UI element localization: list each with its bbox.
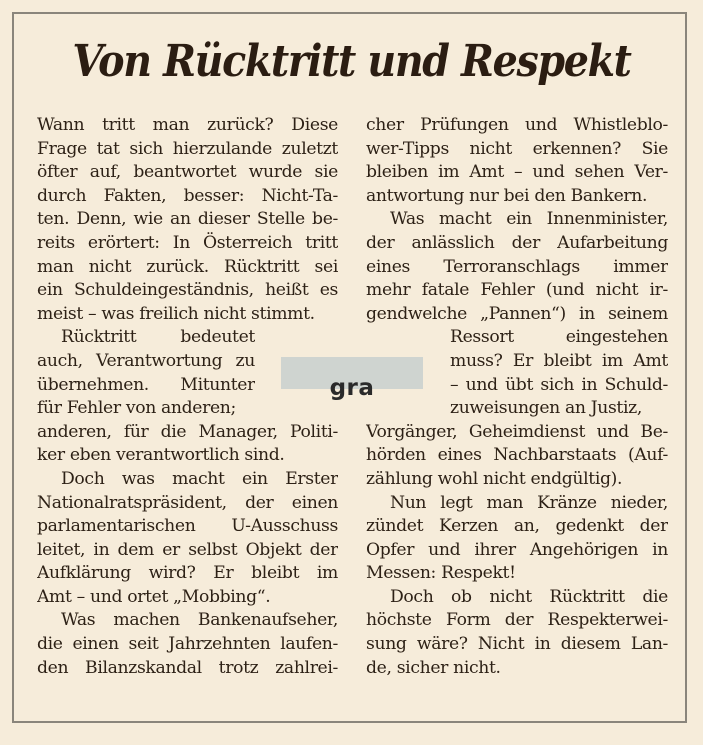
text-line: mehr fatale Fehler (und nicht ir- xyxy=(366,280,668,301)
author-initials: gra xyxy=(329,375,375,401)
text-line: cher Prüfungen und Whistleblo- xyxy=(366,115,668,135)
text-line: anderen, für die Manager, Politi- xyxy=(37,421,338,442)
text-line: Frage tat sich hierzulande zuletzt xyxy=(37,138,338,159)
text-line: auch, Verantwortung zu xyxy=(37,350,255,371)
text-line: man nicht zurück. Rücktritt sei xyxy=(37,256,338,277)
text-line: meist – was freilich nicht stimmt. xyxy=(37,303,315,324)
text-line: Amt – und ortet „Mobbing“. xyxy=(37,586,271,607)
text-line: zuweisungen an Justiz, xyxy=(450,398,642,419)
text-line: übernehmen. Mitunter xyxy=(37,374,255,395)
text-line: Nationalratspräsident, der einen xyxy=(37,492,338,513)
text-line: ein Schuldeingeständnis, heißt es xyxy=(37,280,338,301)
text-line: zählung wohl nicht endgültig). xyxy=(366,468,623,489)
text-line: sung wäre? Nicht in diesem Lan- xyxy=(366,634,668,655)
text-line: Messen: Respekt! xyxy=(366,563,516,584)
text-line: Wann tritt man zurück? Diese xyxy=(37,115,338,135)
text-line: wer-Tipps nicht erkennen? Sie xyxy=(366,138,668,159)
text-line: gendwelche „Pannen“) in seinem xyxy=(366,303,668,324)
text-line: ten. Denn, wie an dieser Stelle be- xyxy=(37,209,338,230)
text-line: zündet Kerzen an, gedenkt der xyxy=(366,516,668,537)
text-line: de, sicher nicht. xyxy=(366,657,501,678)
text-line: der anlässlich der Aufarbeitung xyxy=(366,232,668,253)
text-line: parlamentarischen U-Ausschuss xyxy=(37,516,338,537)
text-line: antwortung nur bei den Bankern. xyxy=(366,185,648,206)
text-line: die einen seit Jahrzehnten laufen- xyxy=(37,634,338,655)
text-line: Was macht ein Innenminister, xyxy=(390,209,668,230)
text-line: Was machen Bankenaufseher, xyxy=(61,610,338,631)
text-line: reits erörtert: In Österreich tritt xyxy=(37,232,338,253)
text-line: durch Fakten, besser: Nicht-Ta- xyxy=(37,185,338,206)
article-title: Von Rücktritt und Respekt xyxy=(72,36,631,87)
text-line: muss? Er bleibt im Amt xyxy=(450,350,668,371)
text-line: bleiben im Amt – und sehen Ver- xyxy=(366,162,668,183)
text-line: Rücktritt bedeutet xyxy=(61,327,255,348)
text-line: Doch ob nicht Rücktritt die xyxy=(390,586,668,607)
text-line: den Bilanzskandal trotz zahlrei- xyxy=(37,657,338,678)
text-line: Opfer und ihrer Angehörigen in xyxy=(366,539,668,560)
text-line: Nun legt man Kränze nieder, xyxy=(390,492,668,513)
text-line: – und übt sich in Schuld- xyxy=(450,374,668,395)
text-line: hörden eines Nachbarstaats (Auf- xyxy=(366,445,668,466)
text-line: leitet, in dem er selbst Objekt der xyxy=(37,539,338,560)
text-line: höchste Form der Respekterwei- xyxy=(366,610,668,631)
text-line: für Fehler von anderen; xyxy=(37,398,236,419)
text-line: eines Terroranschlags immer xyxy=(366,256,668,277)
text-line: Ressort eingestehen xyxy=(450,327,668,348)
text-line: Aufklärung wird? Er bleibt im xyxy=(37,563,338,584)
text-line: Vorgänger, Geheimdienst und Be- xyxy=(366,421,668,442)
text-line: ker eben verantwortlich sind. xyxy=(37,445,285,466)
text-line: öfter auf, beantwortet wurde sie xyxy=(37,162,338,183)
text-line: Doch was macht ein Erster xyxy=(61,468,338,489)
